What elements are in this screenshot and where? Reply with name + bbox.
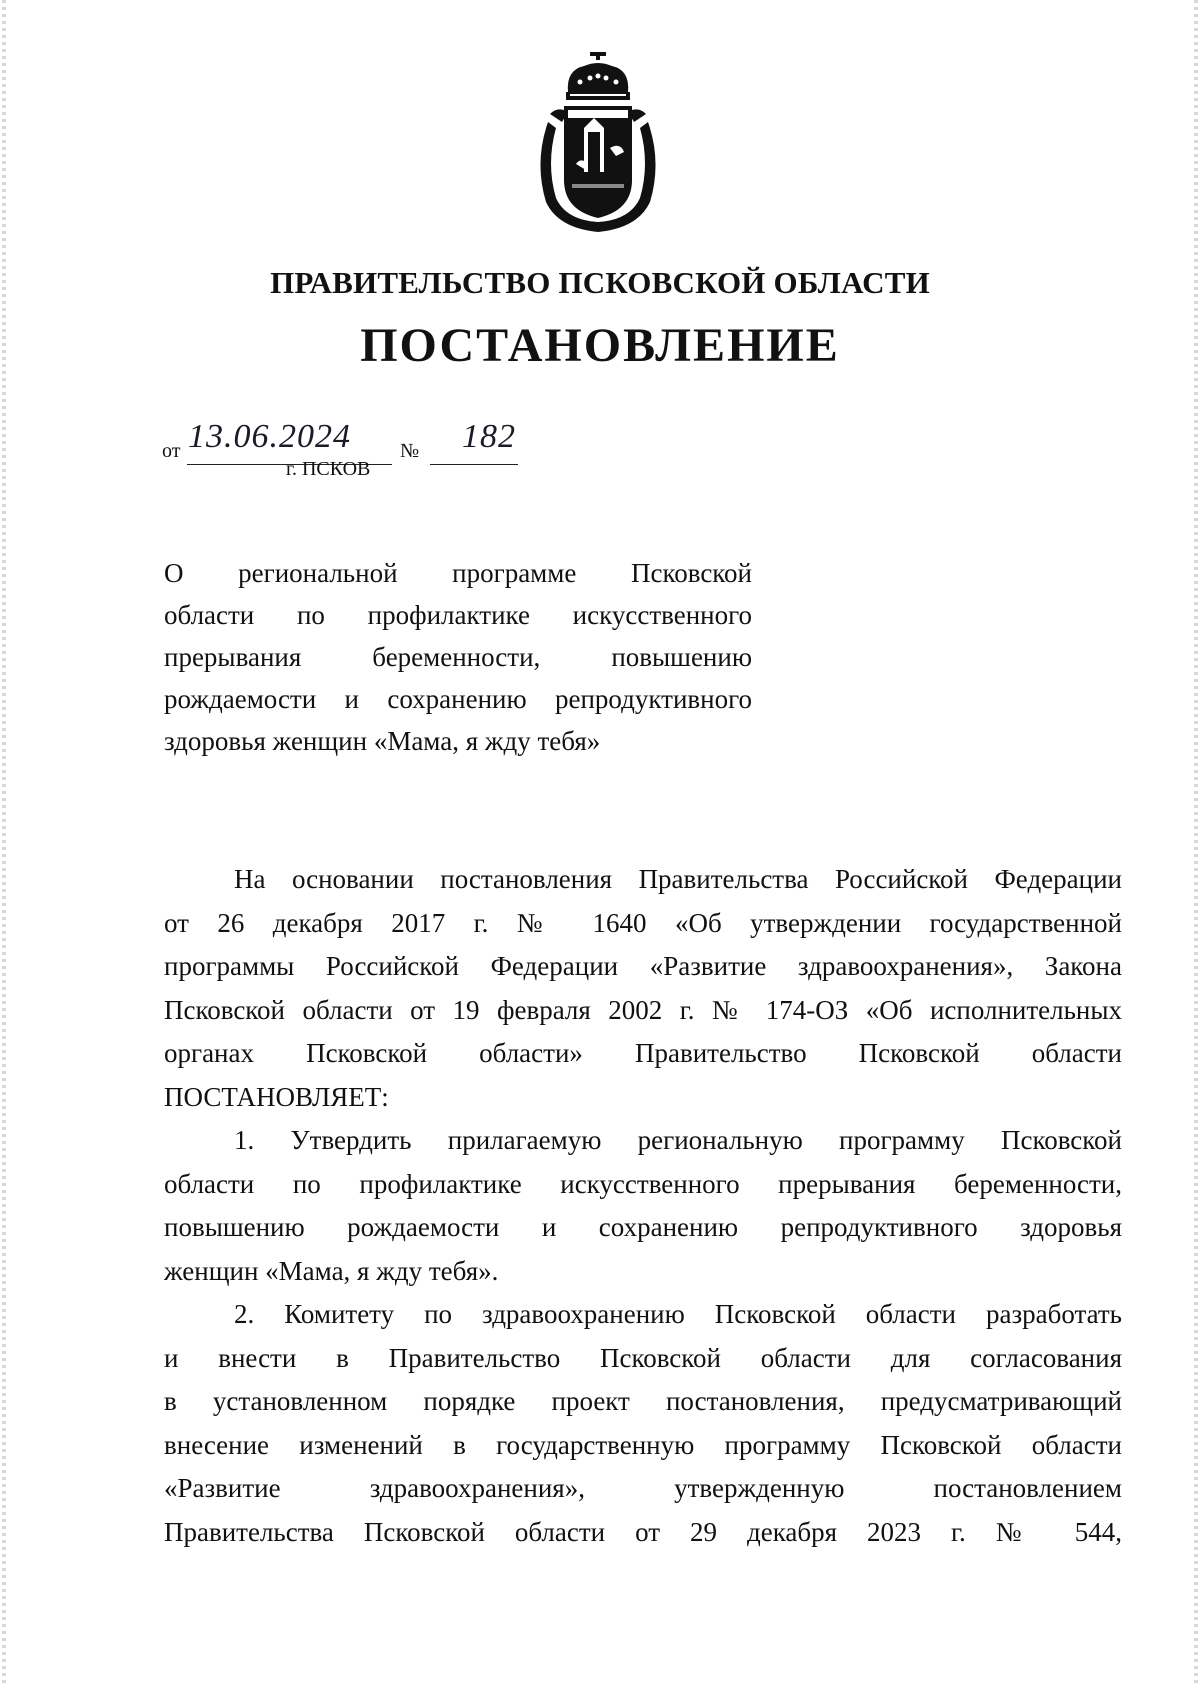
item2-line: в установленном порядке проект постановления, предусматривающий xyxy=(164,1386,1122,1416)
subject-line: рождаемости и сохранению репродуктивного xyxy=(164,684,752,714)
handwritten-date: 13.06.2024 xyxy=(188,418,351,455)
preamble-line: от 26 декабря 2017 г. № 1640 «Об утверждении государственной xyxy=(164,907,1122,938)
subject-line: области по профилактике искусственного xyxy=(164,600,752,630)
preamble-line: На основании постановления Правительства Российской Федерации xyxy=(234,864,1122,894)
preamble-line: органах Псковской области» Правительство Псковской области xyxy=(164,1038,1122,1068)
preamble-line: программы Российской Федерации «Развитие здравоохранения», Закона xyxy=(164,951,1122,981)
document-subject xyxy=(164,552,752,762)
date-label: от xyxy=(162,440,181,462)
city-label: г. ПСКОВ xyxy=(286,458,371,480)
item1-line: женщин «Мама, я жду тебя». xyxy=(164,1255,499,1286)
scan-edge-right xyxy=(1194,0,1198,1686)
item2-line: и внести в Правительство Псковской области для согласования xyxy=(164,1342,1122,1373)
preamble-line: ПОСТАНОВЛЯЕТ: xyxy=(164,1081,389,1112)
item2-line: внесение изменений в государственную программу Псковской области xyxy=(164,1429,1122,1460)
scan-edge-left xyxy=(2,0,6,1686)
item2-line: Правительства Псковской области от 29 декабря 2023 г. № 544, xyxy=(164,1516,1122,1547)
item1-line: 1. Утвердить прилагаемую региональную программу Псковской xyxy=(234,1125,1122,1155)
number-label: № xyxy=(400,440,420,462)
document-body xyxy=(164,858,1122,1554)
handwritten-number: 182 xyxy=(462,418,516,455)
subject-line: здоровья женщин «Мама, я жду тебя» xyxy=(164,726,601,756)
document-type-title: ПОСТАНОВЛЕНИЕ xyxy=(360,319,840,372)
coat-of-arms-icon xyxy=(528,52,668,236)
subject-line: прерывания беременности, повышению xyxy=(164,642,752,672)
item1-line: области по профилактике искусственного прерывания беременности, xyxy=(164,1168,1122,1199)
organization-title: ПРАВИТЕЛЬСТВО ПСКОВСКОЙ ОБЛАСТИ xyxy=(270,265,930,300)
preamble-line: Псковской области от 19 февраля 2002 г. № 174-ОЗ «Об исполнительных xyxy=(164,994,1122,1025)
item2-line: «Развитие здравоохранения», утвержденную постановлением xyxy=(164,1473,1122,1503)
number-underline xyxy=(430,464,518,465)
item1-line: повышению рождаемости и сохранению репродуктивного здоровья xyxy=(164,1212,1122,1242)
item2-line: 2. Комитету по здравоохранению Псковской области разработать xyxy=(234,1299,1122,1329)
subject-line: О региональной программе Псковской xyxy=(164,558,752,588)
